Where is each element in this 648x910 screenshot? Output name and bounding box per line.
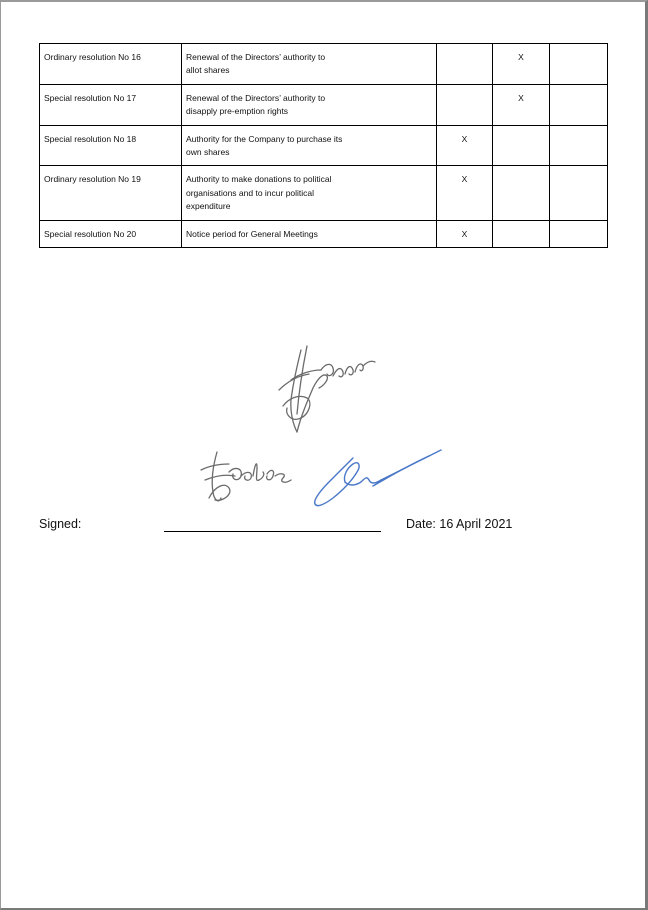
table-row	[40, 84, 608, 125]
description-cell: Authority to make donations to political organisations and to incur political expenditure	[182, 166, 437, 220]
resolution-cell: Special resolution No 20	[40, 220, 182, 247]
vote-withheld-cell	[550, 166, 608, 220]
resolution-cell: Ordinary resolution No 19	[40, 166, 182, 220]
resolution-cell: Special resolution No 18	[40, 125, 182, 166]
handwritten-signature-1	[263, 336, 383, 438]
vote-against-cell	[493, 166, 550, 220]
vote-against-cell	[493, 125, 550, 166]
vote-against-cell: X	[493, 84, 550, 125]
description-cell: Notice period for General Meetings	[182, 220, 437, 247]
date-label: Date:	[406, 517, 436, 531]
signature-date	[406, 517, 512, 531]
vote-for-cell: X	[437, 125, 493, 166]
date-value: 16 April 2021	[439, 517, 513, 531]
handwritten-signature-3	[307, 446, 447, 510]
signature-underline	[164, 531, 381, 532]
vote-for-cell: X	[437, 220, 493, 247]
vote-for-cell: X	[437, 166, 493, 220]
description-cell: Renewal of the Directors’ authority to allot shares	[182, 44, 437, 85]
description-cell: Renewal of the Directors’ authority to disapply pre-emption rights	[182, 84, 437, 125]
vote-against-cell: X	[493, 44, 550, 85]
table-row	[40, 166, 608, 220]
table-row	[40, 44, 608, 85]
vote-for-cell	[437, 84, 493, 125]
vote-withheld-cell	[550, 84, 608, 125]
resolutions-table	[39, 43, 608, 248]
vote-withheld-cell	[550, 220, 608, 247]
resolution-cell: Special resolution No 17	[40, 84, 182, 125]
table-row	[40, 220, 608, 247]
signed-label: Signed:	[39, 517, 82, 531]
vote-withheld-cell	[550, 125, 608, 166]
vote-withheld-cell	[550, 44, 608, 85]
resolution-cell: Ordinary resolution No 16	[40, 44, 182, 85]
description-cell: Authority for the Company to purchase its own shares	[182, 125, 437, 166]
handwritten-signature-2	[195, 446, 301, 508]
vote-against-cell	[493, 220, 550, 247]
table-row	[40, 125, 608, 166]
vote-for-cell	[437, 44, 493, 85]
